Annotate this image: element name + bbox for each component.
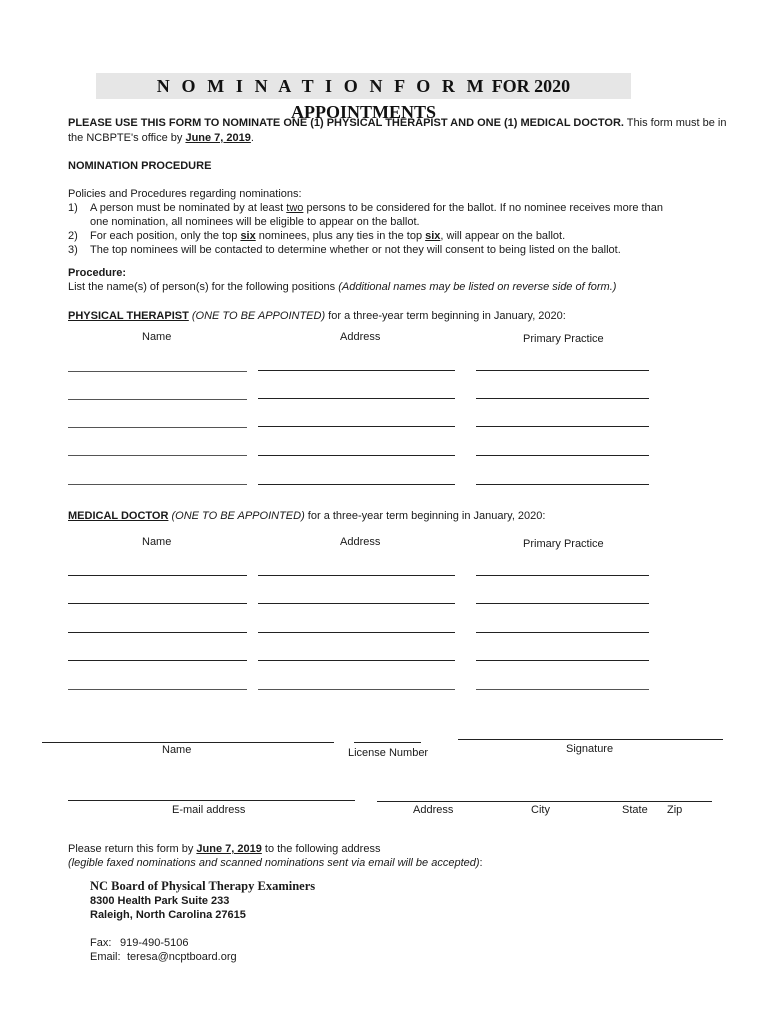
return-instruction bbox=[68, 842, 380, 857]
zip-label: Zip bbox=[667, 804, 683, 816]
md-name-field-1[interactable] bbox=[68, 575, 247, 576]
intro-deadline: June 7, 2019 bbox=[185, 132, 251, 144]
rule-2-text-c: , will appear on the ballot. bbox=[440, 230, 566, 242]
md-practice-field-3[interactable] bbox=[476, 632, 649, 633]
md-name-field-2[interactable] bbox=[68, 603, 247, 604]
license-number-label: License Number bbox=[348, 747, 429, 759]
signature-field[interactable] bbox=[458, 739, 723, 740]
md-col-address: Address bbox=[340, 536, 381, 548]
policies-heading: Policies and Procedures regarding nominations: bbox=[68, 188, 302, 200]
license-number-field[interactable] bbox=[354, 742, 421, 743]
md-role: MEDICAL DOCTOR bbox=[68, 510, 169, 522]
board-fax bbox=[90, 936, 189, 951]
pt-practice-field-3[interactable] bbox=[476, 426, 649, 427]
board-street: 8300 Health Park Suite 233 bbox=[90, 895, 230, 907]
md-appointed: (ONE TO BE APPOINTED) bbox=[171, 510, 305, 522]
board-city: Raleigh, North Carolina 27615 bbox=[90, 909, 246, 921]
procedure-label: Procedure: bbox=[68, 267, 127, 279]
title-spaced: N O M I N A T I O N F O R M bbox=[156, 76, 488, 96]
pt-practice-field-4[interactable] bbox=[476, 455, 649, 456]
pt-term: for a three-year term beginning in January, 2020: bbox=[325, 310, 566, 322]
pt-practice-field-5[interactable] bbox=[476, 484, 649, 485]
md-practice-field-5[interactable] bbox=[476, 689, 649, 690]
rule-2 bbox=[68, 229, 565, 244]
intro-line2-post: . bbox=[250, 132, 254, 144]
signature-label: Signature bbox=[566, 743, 614, 755]
rule-1-text-a: A person must be nominated by at least bbox=[90, 202, 287, 214]
title-rest: FOR 2020 APPOINTMENTS bbox=[290, 76, 571, 122]
rule-1-em: two bbox=[286, 202, 304, 214]
pt-role: PHYSICAL THERAPIST bbox=[68, 310, 189, 322]
procedure-text-main: List the name(s) of person(s) for the following positions bbox=[68, 281, 339, 293]
md-practice-field-4[interactable] bbox=[476, 660, 649, 661]
pt-col-address: Address bbox=[340, 331, 381, 343]
email-label: E-mail address bbox=[172, 804, 246, 816]
rule-2-text-b: nominees, plus any ties in the top bbox=[255, 230, 426, 242]
return-post: to the following address bbox=[261, 843, 381, 855]
md-term: for a three-year term beginning in January, 2020: bbox=[304, 510, 546, 522]
pt-appointed: (ONE TO BE APPOINTED) bbox=[191, 310, 326, 322]
intro-line-1 bbox=[68, 116, 726, 131]
procedure-heading: NOMINATION PROCEDURE bbox=[68, 160, 212, 172]
rule-1-text-b: persons to be considered for the ballot. If no nominee receives more than bbox=[303, 202, 663, 214]
md-address-field-3[interactable] bbox=[258, 632, 455, 633]
md-practice-field-2[interactable] bbox=[476, 603, 649, 604]
rule-2-em: six bbox=[240, 230, 256, 242]
return-pre: Please return this form by bbox=[68, 843, 197, 855]
email-contact[interactable]: teresa@ncptboard.org bbox=[127, 951, 237, 963]
pt-address-field-4[interactable] bbox=[258, 455, 455, 456]
rule-1-cont: one nomination, all nominees will be eligible to appear on the ballot. bbox=[90, 216, 420, 228]
md-col-name: Name bbox=[142, 536, 172, 548]
pt-name-field-4[interactable] bbox=[68, 455, 247, 456]
fax-number: 919-490-5106 bbox=[120, 937, 189, 949]
pt-practice-field-2[interactable] bbox=[476, 398, 649, 399]
procedure-text bbox=[68, 280, 616, 295]
pt-address-field-5[interactable] bbox=[258, 484, 455, 485]
nominator-name-field[interactable] bbox=[42, 742, 334, 743]
nominator-name-label: Name bbox=[162, 744, 192, 756]
md-name-field-4[interactable] bbox=[68, 660, 247, 661]
return-date: June 7, 2019 bbox=[196, 843, 262, 855]
rule-3-text: The top nominees will be contacted to determine whether or not they will consent to being listed on the ballot. bbox=[90, 244, 621, 256]
board-email bbox=[90, 950, 237, 965]
md-address-field-5[interactable] bbox=[258, 689, 455, 690]
return-note-text: (legible faxed nominations and scanned nominations sent via email will be accepted) bbox=[68, 857, 480, 869]
intro-normal: This form must be in bbox=[623, 117, 727, 129]
pt-address-field-3[interactable] bbox=[258, 426, 455, 427]
pt-name-field-2[interactable] bbox=[68, 399, 247, 400]
md-address-field-2[interactable] bbox=[258, 603, 455, 604]
pt-col-name: Name bbox=[142, 331, 172, 343]
pt-address-field-2[interactable] bbox=[258, 398, 455, 399]
pt-col-practice: Primary Practice bbox=[523, 333, 604, 345]
md-name-field-3[interactable] bbox=[68, 632, 247, 633]
md-address-field-1[interactable] bbox=[258, 575, 455, 576]
pt-name-field-3[interactable] bbox=[68, 427, 247, 428]
address-label: Address bbox=[413, 804, 454, 816]
pt-address-field-1[interactable] bbox=[258, 370, 455, 371]
pt-section-heading bbox=[68, 309, 566, 324]
address-field[interactable] bbox=[377, 801, 712, 802]
return-note bbox=[68, 856, 483, 871]
pt-name-field-5[interactable] bbox=[68, 484, 247, 485]
md-address-field-4[interactable] bbox=[258, 660, 455, 661]
email-contact-label: Email: bbox=[90, 951, 121, 963]
pt-practice-field-1[interactable] bbox=[476, 370, 649, 371]
md-section-heading bbox=[68, 509, 545, 524]
md-col-practice: Primary Practice bbox=[523, 538, 604, 550]
rule-2-em2: six bbox=[425, 230, 441, 242]
email-field[interactable] bbox=[68, 800, 355, 801]
intro-line2-pre: the NCBPTE's office by bbox=[68, 132, 186, 144]
rule-2-text-a: For each position, only the top bbox=[90, 230, 241, 242]
intro-line-2 bbox=[68, 131, 254, 146]
return-note-end: : bbox=[479, 857, 483, 869]
city-label: City bbox=[531, 804, 550, 816]
state-label: State bbox=[622, 804, 648, 816]
intro-bold: PLEASE USE THIS FORM TO NOMINATE ONE (1) PHYSICAL THERAPIST AND ONE (1) MEDICAL DOCTOR. bbox=[68, 117, 624, 129]
rule-3 bbox=[68, 243, 621, 258]
rule-3-num: 3) bbox=[68, 244, 78, 256]
rule-1 bbox=[68, 201, 663, 216]
procedure-note: (Additional names may be listed on reverse side of form.) bbox=[338, 281, 617, 293]
md-practice-field-1[interactable] bbox=[476, 575, 649, 576]
pt-name-field-1[interactable] bbox=[68, 371, 247, 372]
rule-1-num: 1) bbox=[68, 202, 78, 214]
fax-label: Fax: bbox=[90, 937, 112, 949]
board-name: NC Board of Physical Therapy Examiners bbox=[90, 879, 316, 893]
md-name-field-5[interactable] bbox=[68, 689, 247, 690]
rule-2-num: 2) bbox=[68, 230, 78, 242]
form-title bbox=[96, 73, 631, 122]
